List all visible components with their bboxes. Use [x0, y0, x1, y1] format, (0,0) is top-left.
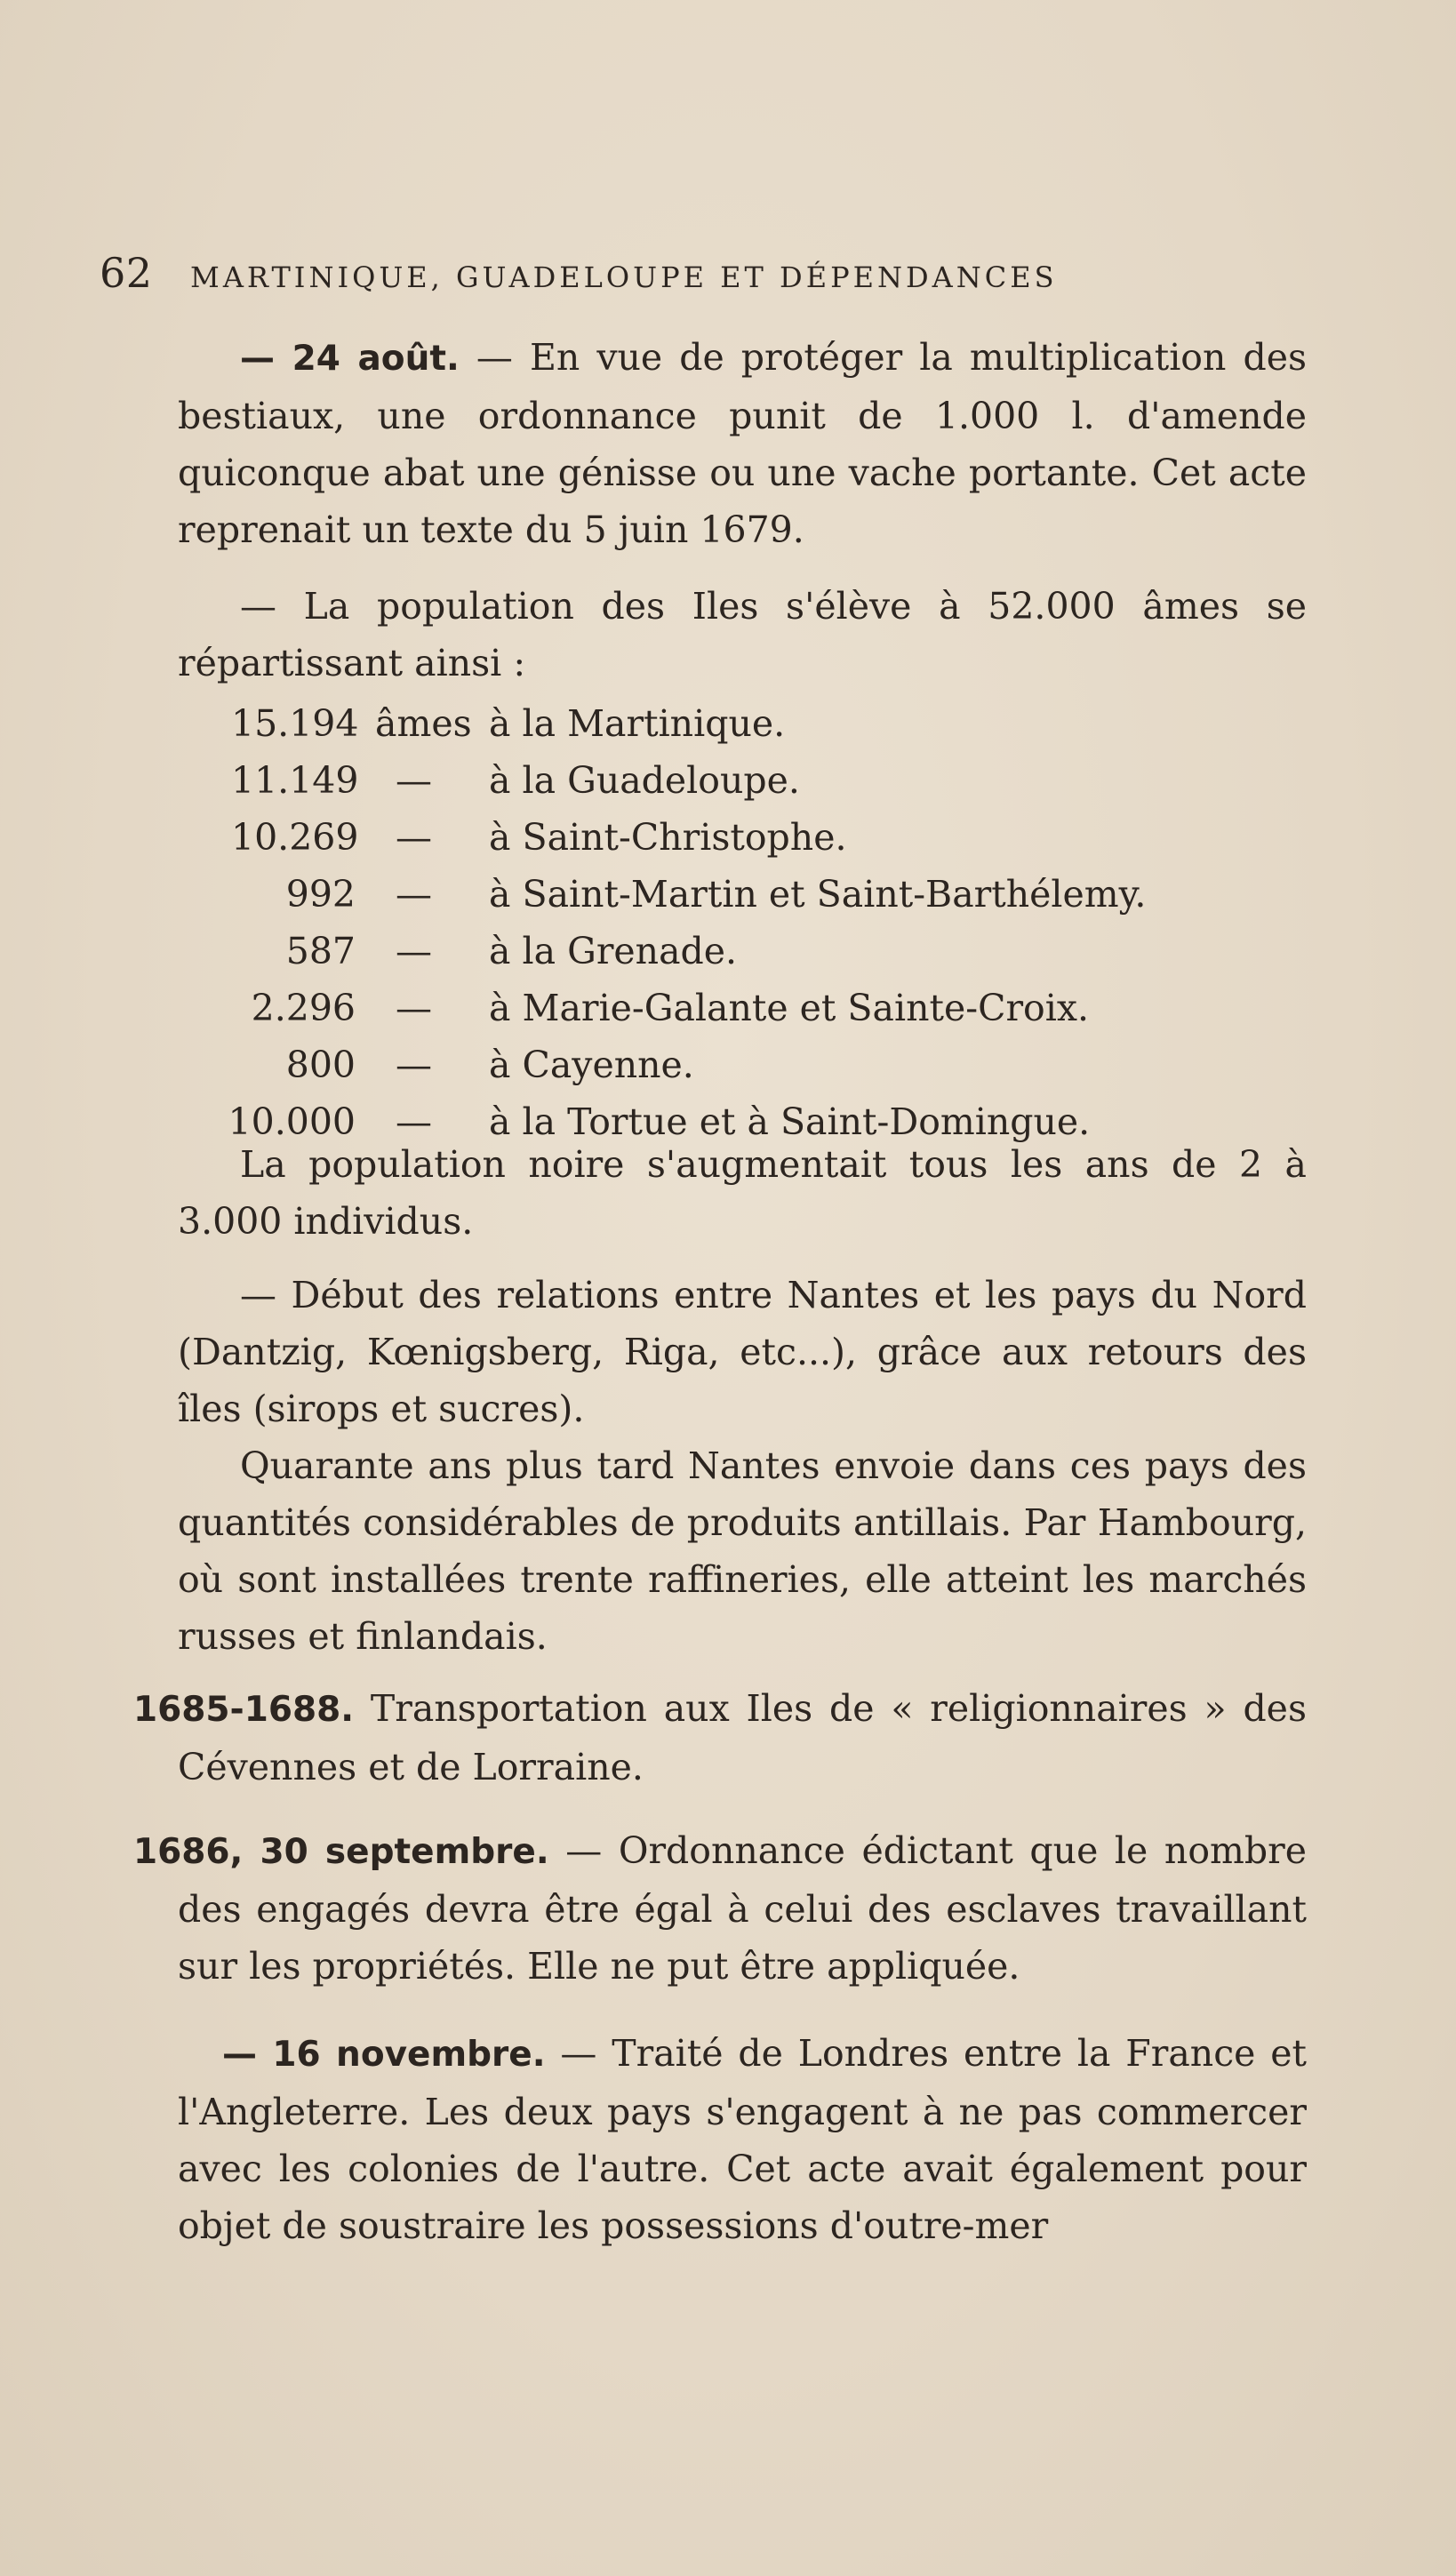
- table-row: 800 — à Cayenne.: [285, 1044, 694, 1086]
- entry-date: — 24 août.: [240, 339, 460, 379]
- entry-1685-1688: [133, 1680, 1307, 1796]
- table-row: 10.269 — à Saint-Christophe.: [231, 816, 847, 859]
- population-intro: — La population des Iles s'élève à 52.000 âmes se répartissant ainsi :: [178, 585, 1307, 684]
- entry-date: 1686, 30 septembre.: [133, 1832, 549, 1872]
- entry-text: Transportation aux Iles de « religionnaires » des Cévennes et de Lorraine.: [178, 1687, 1307, 1788]
- entry-24-aout: [178, 329, 1307, 558]
- table-row: 11.149 — à la Guadeloupe.: [231, 759, 800, 802]
- table-row: 587 — à la Grenade.: [285, 930, 738, 972]
- entry-16-novembre: [178, 2025, 1307, 2254]
- population-note: La population noire s'augmentait tous les ans de 2 à 3.000 individus.: [178, 1143, 1307, 1243]
- entry-text: — Traité de Londres entre la France et l'Angleterre. Les deux pays s'engagent à ne pas commercer avec les colonies de l'autre. Cet acte avait également pour objet de soustraire les possessions d'outre-mer: [178, 2032, 1308, 2247]
- entry-nantes: — Début des relations entre Nantes et les pays du Nord (Dantzig, Kœnigsberg, Riga, etc...), grâce aux retours des îles (sirops et sucres). Quarante ans plus tard Nantes envoie dans ces pays des quantités considérables de produits antillais. Par Hambourg, où sont installées trente raffineries, elle atteint les marchés russes et finlandais.: [178, 1274, 1307, 1658]
- entry-1686-30-septembre: [133, 1822, 1307, 1995]
- entry-text: — Ordonnance édictant que le nombre des engagés devra être égal à celui des esclaves travaillant sur les propriétés. Elle ne put être appliquée.: [178, 1829, 1307, 1988]
- table-row: 2.296 — à Marie-Galante et Sainte-Croix.: [251, 987, 1089, 1029]
- table-row: 15.194 âmes à la Martinique.: [231, 702, 786, 745]
- running-header: [100, 249, 1057, 297]
- table-row: 992 — à Saint-Martin et Saint-Barthélemy.: [285, 873, 1147, 916]
- population-table: [178, 695, 1307, 1150]
- running-title: MARTINIQUE, GUADELOUPE ET DÉPENDANCES: [190, 260, 1058, 294]
- table-row: 10.000 — à la Tortue et à Saint-Domingue.: [228, 1100, 1091, 1143]
- entry-text: — En vue de protéger la multiplication des bestiaux, une ordonnance punit de 1.000 l. d'amende quiconque abat une génisse ou une vache portante. Cet acte reprenait un texte du 5 juin 1679.: [178, 336, 1308, 551]
- entry-date: 1685-1688.: [133, 1690, 355, 1730]
- entry-date: — 16 novembre.: [222, 2035, 546, 2075]
- page-number: 62: [100, 249, 153, 297]
